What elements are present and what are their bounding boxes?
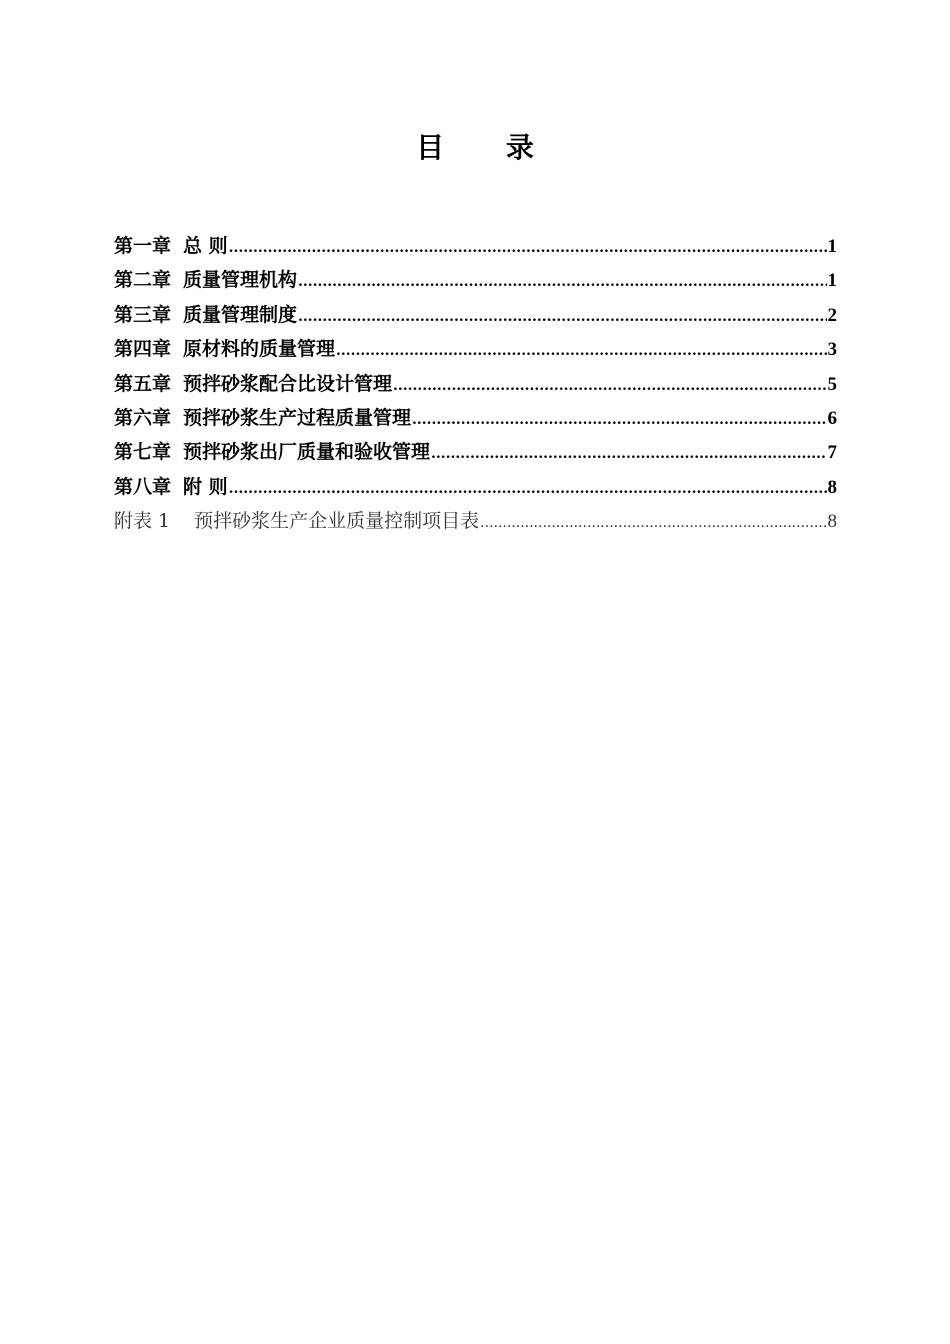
toc-entry-number: 第四章 <box>114 338 172 361</box>
toc-entry-page: 7 <box>827 442 837 464</box>
toc-dot-leader <box>336 334 826 368</box>
toc-entry-label <box>114 367 392 401</box>
toc-entry-number: 第七章 <box>114 441 172 464</box>
toc-entry-chapter-8[interactable] <box>114 470 837 504</box>
toc-entry-label <box>114 435 430 469</box>
toc-entry-label <box>114 229 228 263</box>
toc-entry-label <box>114 332 335 366</box>
toc-entry-label <box>114 263 297 297</box>
toc-entry-label <box>114 504 479 538</box>
toc-dot-leader <box>298 265 826 299</box>
toc-dot-leader <box>229 231 827 265</box>
toc-entry-text: 预拌砂浆生产企业质量控制项目表 <box>194 510 480 533</box>
toc-entry-number: 第六章 <box>114 406 172 429</box>
toc-entry-page: 3 <box>827 339 837 361</box>
toc-entry-appendix-1[interactable] <box>114 504 837 538</box>
toc-entry-page: 2 <box>827 304 837 326</box>
toc-dot-leader <box>229 472 827 506</box>
toc-entry-number: 第一章 <box>114 235 172 257</box>
toc-entry-number: 第二章 <box>114 269 172 292</box>
toc-entry-page: 8 <box>827 476 837 498</box>
toc-entry-label <box>114 401 411 435</box>
toc-entry-number: 第三章 <box>114 303 172 326</box>
toc-entry-chapter-2[interactable] <box>114 263 837 297</box>
toc-dot-leader <box>298 300 826 334</box>
toc-entry-page: 8 <box>827 511 837 533</box>
toc-entry-label <box>114 470 228 504</box>
toc-entry-chapter-4[interactable] <box>114 332 837 366</box>
toc-entry-chapter-6[interactable] <box>114 401 837 435</box>
toc-entry-text: 总 则 <box>183 235 228 257</box>
toc-entry-text: 预拌砂浆生产过程质量管理 <box>183 406 412 429</box>
toc-entry-text: 附 则 <box>183 475 228 498</box>
toc-entry-label <box>114 298 297 332</box>
toc-entry-chapter-7[interactable] <box>114 435 837 469</box>
toc-dot-leader <box>393 369 826 403</box>
toc-entry-text: 预拌砂浆出厂质量和验收管理 <box>183 441 431 464</box>
toc-entry-text: 预拌砂浆配合比设计管理 <box>183 372 393 395</box>
toc-entry-chapter-3[interactable] <box>114 298 837 332</box>
toc-entry-number: 第八章 <box>114 475 172 498</box>
toc-title: 目 录 <box>416 131 560 164</box>
toc-entry-page: 5 <box>827 373 837 395</box>
toc-entry-page: 1 <box>827 270 837 292</box>
table-of-contents <box>114 229 837 539</box>
toc-dot-leader <box>412 403 826 437</box>
toc-dot-leader <box>480 506 826 540</box>
toc-dot-leader <box>431 437 826 471</box>
toc-entry-text: 质量管理机构 <box>183 269 298 292</box>
toc-entry-number: 附表 1 <box>114 510 171 533</box>
toc-entry-text: 原材料的质量管理 <box>183 338 336 361</box>
toc-entry-page: 1 <box>827 236 837 257</box>
toc-entry-text: 质量管理制度 <box>183 303 298 326</box>
toc-entry-chapter-1[interactable] <box>114 229 837 263</box>
toc-entry-page: 6 <box>827 407 837 429</box>
toc-entry-number: 第五章 <box>114 372 172 395</box>
toc-entry-chapter-5[interactable] <box>114 367 837 401</box>
